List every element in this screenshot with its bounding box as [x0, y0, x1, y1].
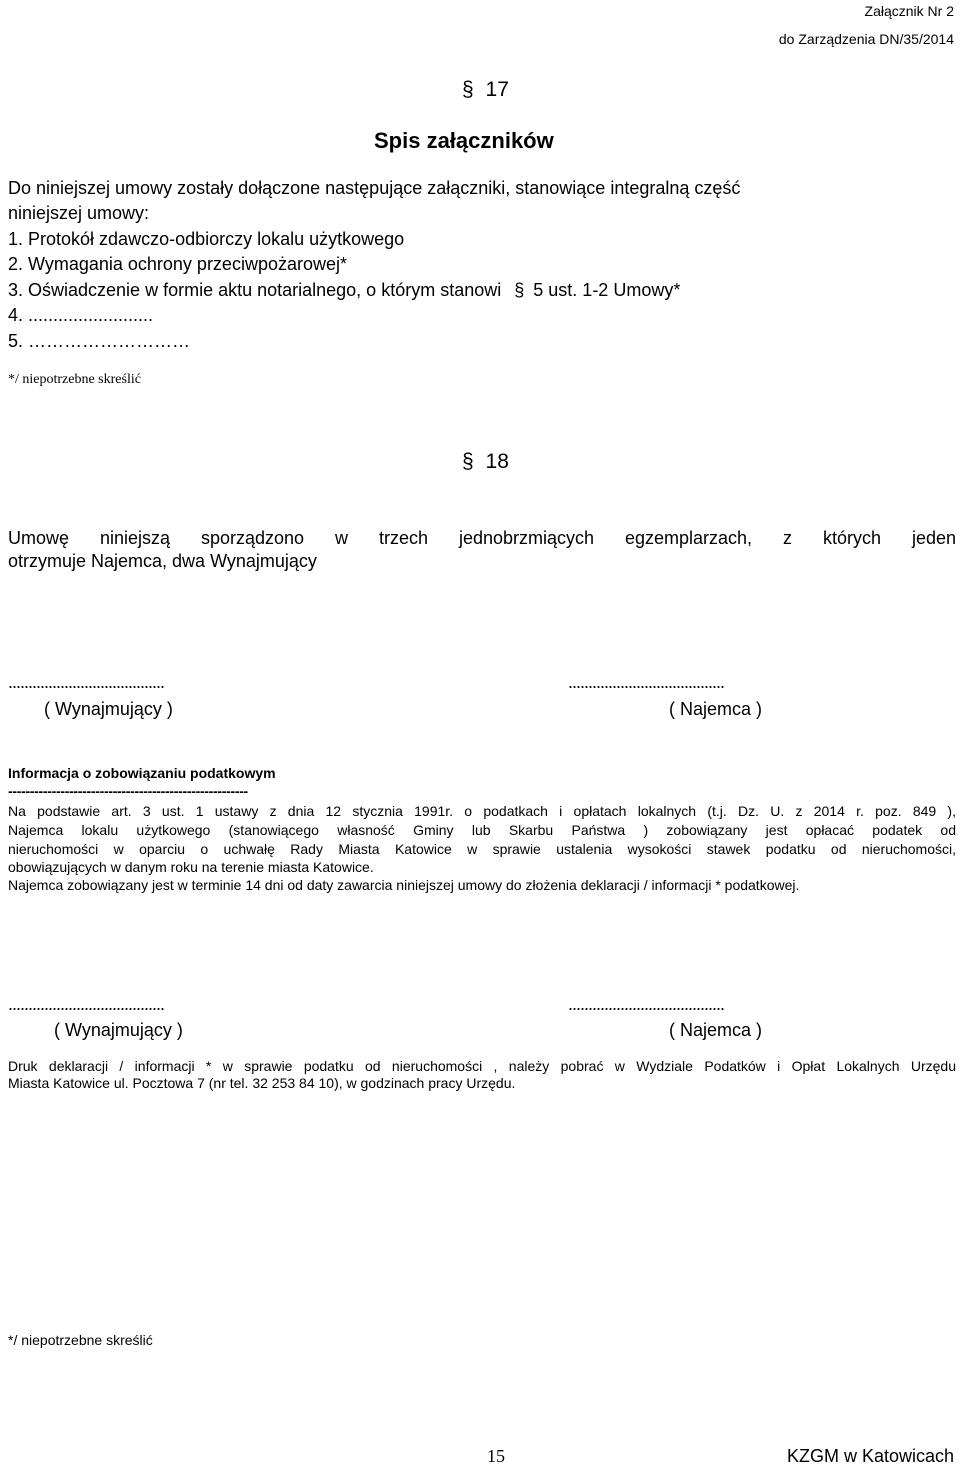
signature-dots-right: ....................................... — [568, 672, 725, 692]
attachments-title: Spis załączników — [374, 128, 554, 153]
paragraph-symbol: § — [462, 450, 474, 473]
tax-info-line-4: obowiązujących w danym roku na terenie miasta Katowice. — [8, 859, 374, 875]
ordinance-label: do Zarządzenia DN/35/2014 — [778, 31, 954, 47]
attachment-item-4: 4. ......................... — [8, 305, 154, 325]
attachment-item-5: 5. ……………………… — [8, 331, 191, 351]
bottom-footnote: */ niepotrzebne skreślić — [8, 1332, 153, 1348]
intro-line-1: Do niniejszej umowy zostały dołączone następujące załączniki, stanowiące integralną część — [8, 178, 741, 198]
copies-line-2: otrzymuje Najemca, dwa Wynajmujący — [8, 551, 317, 571]
tax-info-line-3: nieruchomości w oparciu o uchwałę Rady Miasta Katowice w sprawie ustalenia wysokości stawek podatku od nieruchomości, — [8, 841, 956, 857]
signature-dots-right: ....................................... — [568, 994, 725, 1014]
copies-line-1: Umowę niniejszą sporządzono w trzech jednobrzmiących egzemplarzach, z których jeden — [8, 528, 956, 548]
section-number: 18 — [485, 450, 509, 473]
footnote-strike: */ niepotrzebne skreślić — [8, 372, 141, 387]
declaration-line-2: Miasta Katowice ul. Pocztowa 7 (nr tel. 32 253 84 10), w godzinach pracy Urzędu. — [8, 1075, 516, 1091]
attachment-item-1: 1. Protokół zdawczo-odbiorczy lokalu użytkowego — [8, 229, 405, 249]
section-17-heading — [462, 78, 509, 102]
signature-label-tenant: ( Najemca ) — [669, 699, 763, 719]
page-number: 15 — [487, 1446, 505, 1466]
footer-org: KZGM w Katowicach — [786, 1446, 954, 1466]
paragraph-symbol: § — [514, 280, 525, 300]
signature-dots-left: ....................................... — [8, 994, 165, 1014]
tax-info-line-5: Najemca zobowiązany jest w terminie 14 dni od daty zawarcia niniejszej umowy do złożenia deklaracji / informacji * podatkowej. — [8, 877, 800, 893]
tax-info-title: Informacja o zobowiązaniu podatkowym — [8, 765, 276, 781]
signature-label-landlord: ( Wynajmujący ) — [54, 1020, 183, 1040]
attachment-item-2: 2. Wymagania ochrony przeciwpożarowej* — [8, 254, 347, 274]
attachment-item-3-ref: 5 ust. 1-2 Umowy* — [533, 280, 681, 300]
signature-label-tenant: ( Najemca ) — [669, 1020, 763, 1040]
tax-info-line-1: Na podstawie art. 3 ust. 1 ustawy z dnia 12 stycznia 1991r. o podatkach i opłatach lokalnych (t.j. Dz. U. z 2014 r. poz. 849 ), — [8, 803, 956, 819]
tax-info-line-2: Najemca lokalu użytkowego (stanowiącego własność Gminy lub Skarbu Państwa ) zobowiązany jest opłacać podatek od — [8, 822, 956, 838]
intro-line-2: niniejszej umowy: — [8, 203, 150, 223]
declaration-line-1: Druk deklaracji / informacji * w sprawie podatku od nieruchomości , należy pobrać w Wydziale Podatków i Opłat Lokalnych Urzędu — [8, 1058, 956, 1074]
attachment-item-3-text: 3. Oświadczenie w formie aktu notarialnego, o którym stanowi — [8, 280, 502, 300]
paragraph-symbol: § — [462, 78, 474, 101]
signature-label-landlord: ( Wynajmujący ) — [44, 699, 173, 719]
signature-dots-left: ....................................... — [8, 672, 165, 692]
tax-info-rule: ------------------------------------------------------- — [8, 783, 248, 799]
section-number: 17 — [485, 78, 509, 101]
attachment-item-3 — [8, 280, 680, 301]
attachment-label: Załącznik Nr 2 — [864, 3, 954, 19]
section-18-heading — [462, 450, 509, 474]
